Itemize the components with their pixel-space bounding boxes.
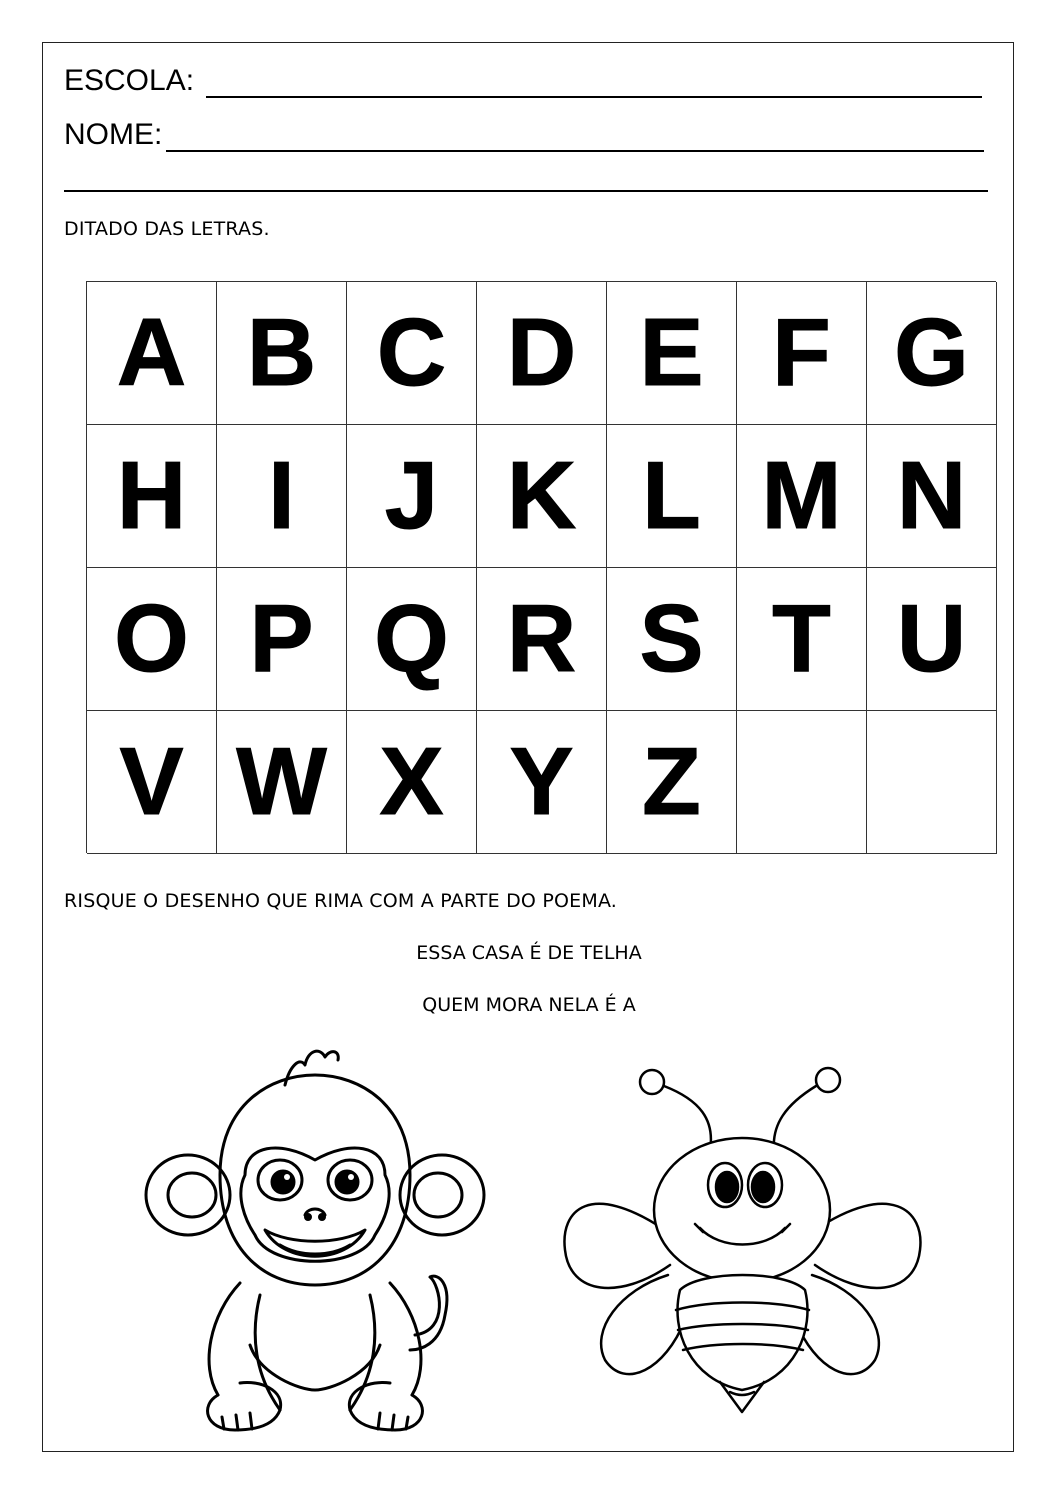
letter-cell-d: D	[477, 282, 607, 425]
empty-cell	[867, 711, 997, 854]
letter-cell-j: J	[347, 425, 477, 568]
letter-grid	[86, 281, 996, 853]
letter-cell-u: U	[867, 568, 997, 711]
letter-cell-f: F	[737, 282, 867, 425]
letter-cell-c: C	[347, 282, 477, 425]
letter-cell-n: N	[867, 425, 997, 568]
letter-cell-e: E	[607, 282, 737, 425]
school-label: ESCOLA:	[64, 64, 195, 97]
poem-line-2-text: QUEM MORA NELA É A	[422, 994, 636, 1016]
letter-cell-x: X	[347, 711, 477, 854]
monkey-drawing[interactable]	[140, 1045, 500, 1440]
name-field[interactable]	[64, 118, 984, 152]
school-field[interactable]	[64, 64, 982, 98]
school-line[interactable]	[206, 70, 982, 98]
letter-cell-w: W	[217, 711, 347, 854]
letter-cell-s: S	[607, 568, 737, 711]
poem-line-1-text: ESSA CASA É DE TELHA	[416, 942, 642, 964]
dictation-title: DITADO DAS LETRAS.	[64, 218, 270, 240]
name-label: NOME:	[64, 118, 163, 151]
letter-cell-l: L	[607, 425, 737, 568]
letter-cell-y: Y	[477, 711, 607, 854]
letter-cell-p: P	[217, 568, 347, 711]
letter-cell-m: M	[737, 425, 867, 568]
letter-cell-r: R	[477, 568, 607, 711]
letter-cell-z: Z	[607, 711, 737, 854]
letter-cell-v: V	[87, 711, 217, 854]
letter-cell-k: K	[477, 425, 607, 568]
letter-cell-i: I	[217, 425, 347, 568]
letter-cell-t: T	[737, 568, 867, 711]
rhyme-instruction: RISQUE O DESENHO QUE RIMA COM A PARTE DO POEMA.	[64, 890, 618, 912]
letter-cell-a: A	[87, 282, 217, 425]
letter-cell-q: Q	[347, 568, 477, 711]
letter-cell-o: O	[87, 568, 217, 711]
letter-cell-b: B	[217, 282, 347, 425]
letter-cell-g: G	[867, 282, 997, 425]
bee-drawing[interactable]	[560, 1060, 930, 1420]
name-line[interactable]	[166, 124, 984, 152]
letter-cell-h: H	[87, 425, 217, 568]
poem-line-2	[0, 994, 1058, 1016]
extra-line	[64, 190, 988, 192]
poem-line-1	[0, 942, 1058, 964]
empty-cell	[737, 711, 867, 854]
